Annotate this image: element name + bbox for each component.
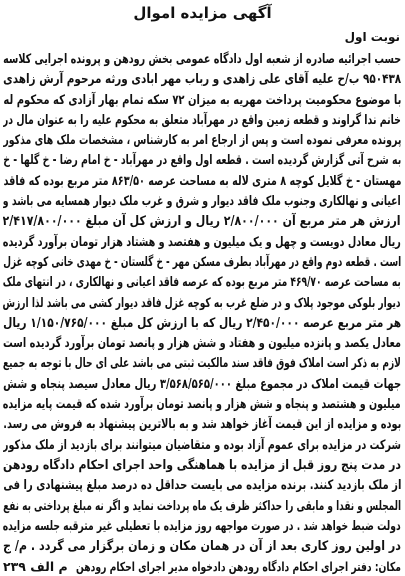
notice-body: [3, 48, 401, 555]
body-line: [3, 89, 401, 109]
body-line: [3, 48, 401, 68]
body-line-text: ریال معادل دویست و چهل و یک میلیون و هفتصد و هشتاد هزار تومان برآورد گردیده: [3, 234, 401, 250]
body-line-text: ۹۵۰۴۳۸ ب/ح علیه آقای علی زاهدی و رباب مهر ابادی ورثه مرحوم آرش زاهدی: [3, 72, 401, 88]
body-line-text: خانم ندا گراوند و قطعه زمین واقع در مهرآباد متعلق به محکوم علیه را به عنوان مال در: [3, 112, 401, 128]
body-line: [3, 332, 401, 352]
body-line: [3, 312, 401, 332]
body-line-text: به مساحت عرصه ۴۶۹/۷۰ متر مربع بوده که عرصه فاقد اعیانی و نهالکاری ، در انتهای ملک: [3, 275, 401, 291]
body-line-text: حسب اجرائیه صادره از شعبه اول دادگاه عمومی بخش رودهن و پرونده اجرایی کلاسه: [3, 52, 401, 67]
footer-reference: م الف ۲۳۹: [3, 558, 68, 574]
body-line-text: شرکت در مزایده برای عموم آزاد بوده و متقاضیان میتوانند برای بازدید از ملک مذکور: [3, 437, 401, 453]
body-line: [3, 292, 401, 312]
body-line-text: لازم به ذکر است املاک فوق فاقد سند مالکیت ثبتی می باشد علی ای حال با توجه به جمیع: [3, 356, 401, 372]
body-line: [3, 231, 401, 251]
body-line: [3, 495, 401, 515]
body-line: [3, 68, 401, 88]
body-line-text: دیوار بلوکی موجود پلاک و در ضلع غرب به کوچه غزل فاقد دیوار کشی می باشد لذا ارزش: [3, 295, 401, 311]
body-line: [3, 515, 401, 535]
body-line-text: المجلس و نقدا و مابقی را حداکثر ظرف یک ماه پرداخت نماید و اگر نه مبلغ پرداختی به نفع: [3, 498, 401, 514]
notice-title: آگهی مزایده اموال: [133, 4, 272, 22]
body-line-text: معادل یکصد و پانزده میلیون و هفتاد و شش هزار و پانصد تومان برآورد گردیده است: [3, 336, 401, 352]
body-line: [3, 434, 401, 454]
body-line: [3, 352, 401, 372]
body-line: [3, 474, 401, 494]
body-line-text: پرونده معرفی نموده است و پس از ارجاع امر به کارشناس ، مشخصات ملک های مذکور: [3, 133, 401, 149]
footer-location: [76, 557, 401, 575]
body-line: [3, 190, 401, 210]
body-line-text: به شرح آتی گزارش گردیده است . قطعه اول واقع در مهرآباد - خ امام رضا - خ گلها - خ: [3, 153, 401, 169]
body-line-text: بوده و مزایده از این قیمت آغاز خواهد شد و به بالاترین پیشنهاد به فروش می رسد.: [3, 417, 401, 433]
body-line: [3, 170, 401, 190]
body-line: [3, 129, 401, 149]
body-line: [3, 373, 401, 393]
body-line-text: میلیون و هشتصد و پنجاه و شش هزار و پانصد تومان برآورد شده که قیمت پایه مزایده: [3, 397, 401, 413]
body-line: [3, 210, 401, 230]
footer-location-text: مکان: دفتر اجرای احکام دادگاه رودهن دادخواه مدیر اجرای احکام رودهن: [76, 559, 401, 574]
body-line-text: از ملک بازدید کنند. برنده مزایده می بایست حداقل ده درصد مبلغ پیشنهادی را فی: [3, 478, 401, 494]
notice-round: نوبت اول: [344, 30, 400, 44]
body-line-text: در مدت پنج روز قبل از مزایده با هماهنگی واحد اجرای احکام دادگاه رودهن: [3, 457, 401, 473]
body-line: [3, 454, 401, 474]
body-line-text: ارزش هر متر مربع آن ۲/۸۰۰/۰۰۰ ریال و ارزش کل آن مبلغ ۲/۴۱۷/۸۰۰/۰۰۰: [3, 214, 401, 230]
body-line: [3, 271, 401, 291]
body-line: [3, 393, 401, 413]
notice-footer: [3, 557, 401, 575]
body-line-text: مهستان - خ گلایل کوچه ۸ متری لاله به مساحت عرصه ۸۶۳/۵۰ متر مربع بوده که فاقد: [3, 173, 401, 189]
body-line: [3, 149, 401, 169]
body-line-text: دولت ضبط خواهد شد . در صورت مواجهه روز مزایده با تعطیلی غیر مترقبه جلسه مزایده: [3, 518, 401, 534]
body-line-text: در اولین روز کاری بعد از آن در همان مکان و زمان برگزار می گردد . م/ ج: [3, 539, 401, 555]
body-line-text: است . قطعه دوم واقع در مهرآباد بطرف مسکن مهر - خ گلستان - خ مهدی خانی کوچه غزل: [3, 254, 401, 270]
body-line-text: جهات قیمت املاک در مجموع مبلغ ۳/۵۶۸/۵۶۵/۰۰۰ ریال معادل سیصد پنجاه و شش: [3, 376, 401, 392]
body-line-text: با موضوع محکومیت پرداخت مهریه به میزان ۷۲ سکه تمام بهار آزادی که محکوم له: [3, 92, 401, 108]
body-line: [3, 251, 401, 271]
body-line-text: اعیانی و نهالکاری وجنوب ملک فاقد دیوار و شرق و غرب ملک دیوار همسایه می باشد و: [3, 194, 401, 210]
body-line: [3, 413, 401, 433]
body-line-text: هر متر مربع عرصه ۲/۴۵۰/۰۰۰ ریال که با ارزش کل مبلغ ۱/۱۵۰/۷۶۵/۰۰۰ ریال: [3, 315, 401, 331]
body-line: [3, 535, 401, 555]
body-line: [3, 109, 401, 129]
